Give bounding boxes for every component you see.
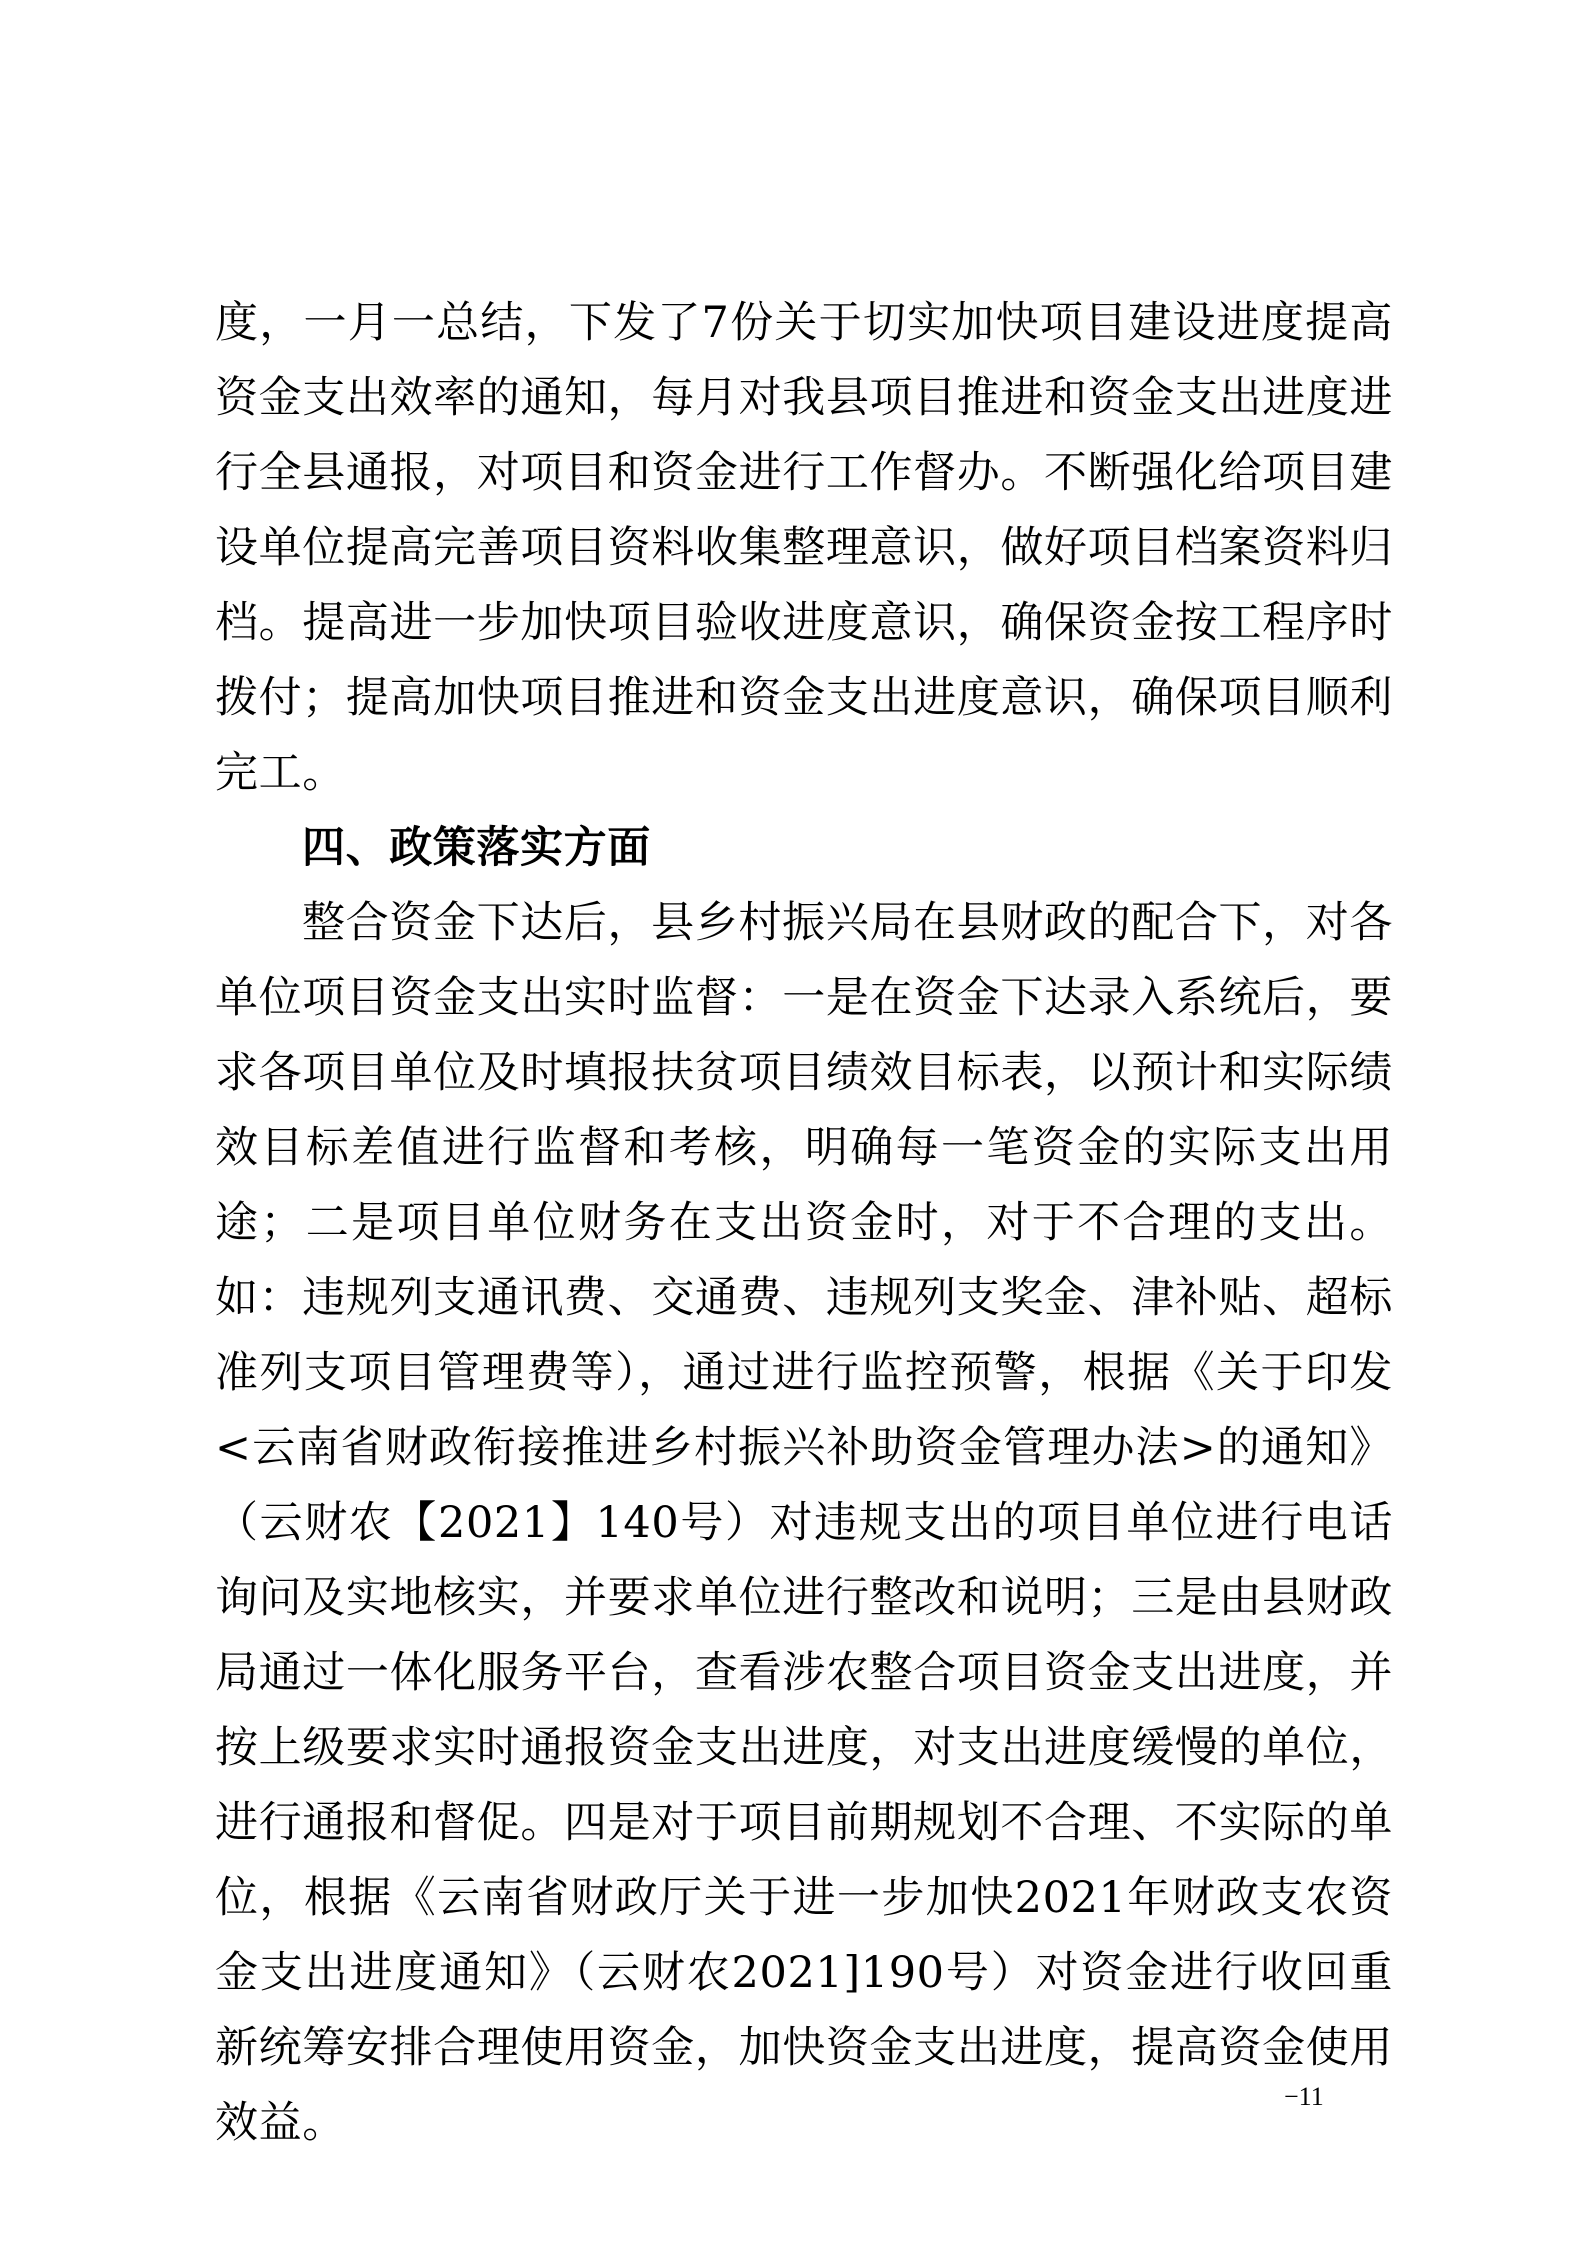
continued-paragraph: 度，一月一总结，下发了7份关于切实加快项目建设进度提高资金支出效率的通知，每月对我县项目推进和资金支出进度进行全县通报，对项目和资金进行工作督办。不断强化给项目建设单位提高完善项目资料收集整理意识，做好项目档案资料归档。提高进一步加快项目验收进度意识，确保资金按工程序时拨付；提高加快项目推进和资金支出进度意识，确保项目顺利完工。 bbox=[215, 298, 1393, 798]
section-paragraph: 整合资金下达后，县乡村振兴局在县财政的配合下，对各单位项目资金支出实时监督：一是在资金下达录入系统后，要求各项目单位及时填报扶贫项目绩效目标表，以预计和实际绩效目标差值进行监督和考核，明确每一笔资金的实际支出用途；二是项目单位财务在支出资金时，对于不合理的支出。如：违规列支通讯费、交通费、违规列支奖金、津补贴、超标准列支项目管理费等），通过进行监控预警，根据《关于印发<云南省财政衔接推进乡村振兴补助资金管理办法>的通知》（云财农【2021】140号）对违规支出的项目单位进行电话询问及实地核实，并要求单位进行整改和说明；三是由县财政局通过一体化服务平台，查看涉农整合项目资金支出进度，并按上级要求实时通报资金支出进度，对支出进度缓慢的单位，进行通报和督促。四是对于项目前期规划不合理、不实际的单位，根据《云南省财政厅关于进一步加快2021年财政支农资金支出进度通知》（云财农2021]190号）对资金进行收回重新统筹安排合理使用资金，加快资金支出进度，提高资金使用效益。 bbox=[215, 898, 1393, 2148]
document-page-body bbox=[215, 286, 1393, 2161]
page-number: −11 bbox=[1284, 2082, 1324, 2111]
section-heading: 四、政策落实方面 bbox=[302, 823, 651, 873]
